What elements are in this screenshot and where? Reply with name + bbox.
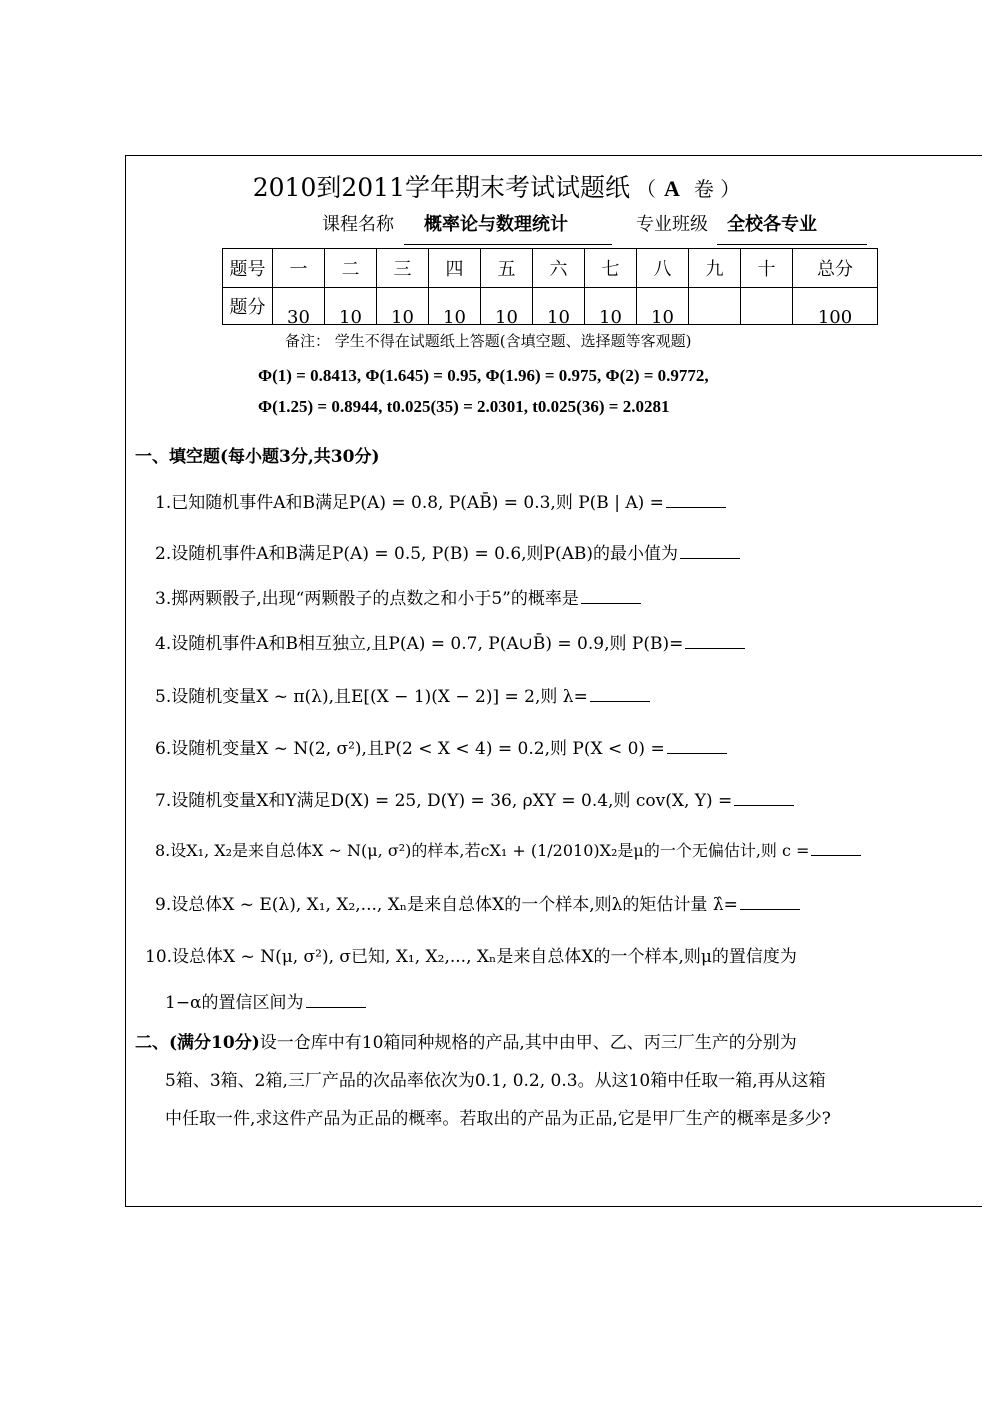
question-10-line-2: 1−α的置信区间为 [165,988,366,1013]
section2-line-1: 二、(满分10分)设一仓库中有10箱同种规格的产品,其中由甲、乙、丙三厂生产的分别为 [135,1033,797,1053]
points-q9 [689,288,741,325]
score-header-row [223,249,878,288]
answer-blank [590,700,650,702]
points-q1: 30 [273,288,325,325]
points-q4: 10 [429,288,481,325]
answer-blank [740,908,800,910]
class-name: 全校各专业 [727,214,817,235]
paper-type-suffix: 卷 ） [693,177,741,201]
question-10: 10.设总体X ~ N(μ, σ²), σ已知, X₁, X₂,..., Xₙ是来自总体X的一个样本,则μ的置信度为 [145,947,797,967]
cell-label-number: 题号 [223,249,273,288]
question-4: 4.设随机事件A和B相互独立,且P(A) = 0.7, P(A∪B̄) = 0.9,则 P(B)= [155,629,745,654]
answer-blank [666,506,726,508]
cell-label-points: 题分 [223,288,273,325]
answer-blank [680,557,740,559]
answer-blank [811,854,861,856]
question-6: 6.设随机变量X ~ N(2, σ²),且P(2 < X < 4) = 0.2,则 P(X < 0) = [155,734,727,759]
points-q10 [741,288,793,325]
course-name: 概率论与数理统计 [424,214,568,235]
cell-q1: 一 [273,249,325,288]
course-underline [404,244,612,245]
cell-q9: 九 [689,249,741,288]
cell-q7: 七 [585,249,637,288]
title-text: 2010到2011学年期末考试试题纸 [252,173,630,202]
paper-type: A [664,176,680,201]
answer-blank [306,1006,366,1008]
question-3: 3.掷两颗骰子,出现“两颗骰子的点数之和小于5”的概率是 [155,584,641,609]
answer-blank [734,804,794,806]
section2-title: 二、(满分10分) [135,1033,260,1053]
score-points-row [223,288,878,325]
question-9: 9.设总体X ~ E(λ), X₁, X₂,..., Xₙ是来自总体X的一个样本,则λ的矩估计量 λ̂= [155,890,800,915]
cell-total: 总分 [793,249,878,288]
course-label: 课程名称 [322,214,394,235]
cell-q2: 二 [325,249,377,288]
paper-type-open: （ [636,177,656,201]
points-q3: 10 [377,288,429,325]
cell-q4: 四 [429,249,481,288]
exam-title [0,168,993,204]
answer-blank [685,647,745,649]
question-5: 5.设随机变量X ~ π(λ),且E[(X − 1)(X − 2)] = 2,则 λ= [155,682,650,707]
score-table [222,248,878,325]
section1-title: 一、填空题(每小题3分,共30分) [135,447,380,467]
cell-q8: 八 [637,249,689,288]
answer-blank [581,602,641,604]
question-2: 2.设随机事件A和B满足P(A) = 0.5, P(B) = 0.6,则P(AB)的最小值为 [155,539,740,564]
points-q2: 10 [325,288,377,325]
answer-blank [667,752,727,754]
question-7: 7.设随机变量X和Y满足D(X) = 25, D(Y) = 36, ρXY = 0.4,则 cov(X, Y) = [155,786,794,811]
question-8: 8.设X₁, X₂是来自总体X ~ N(μ, σ²)的样本,若cX₁ + (1/2010)X₂是μ的一个无偏估计,则 c = [155,838,861,861]
cell-q5: 五 [481,249,533,288]
points-q6: 10 [533,288,585,325]
formula-line-2: Φ(1.25) = 0.8944, t0.025(35) = 2.0301, t0.025(36) = 2.0281 [258,397,670,416]
exam-note: 备注： 学生不得在试题纸上答题(含填空题、选择题等客观题) [285,332,692,350]
cell-q6: 六 [533,249,585,288]
points-q8: 10 [637,288,689,325]
section2-line-2: 5箱、3箱、2箱,三厂产品的次品率依次为0.1, 0.2, 0.3。从这10箱中任取一箱,再从这箱 [165,1071,826,1091]
points-q7: 10 [585,288,637,325]
class-label: 专业班级 [636,214,708,235]
formula-line-1: Φ(1) = 0.8413, Φ(1.645) = 0.95, Φ(1.96) = 0.975, Φ(2) = 0.9772, [258,366,709,385]
section2-line-3: 中任取一件,求这件产品为正品的概率。若取出的产品为正品,它是甲厂生产的概率是多少? [165,1109,831,1129]
cell-q3: 三 [377,249,429,288]
points-q5: 10 [481,288,533,325]
cell-q10: 十 [741,249,793,288]
class-underline [717,244,867,245]
points-total: 100 [793,288,878,325]
question-1: 1.已知随机事件A和B满足P(A) = 0.8, P(AB̄) = 0.3,则 P(B | A) = [155,488,726,513]
